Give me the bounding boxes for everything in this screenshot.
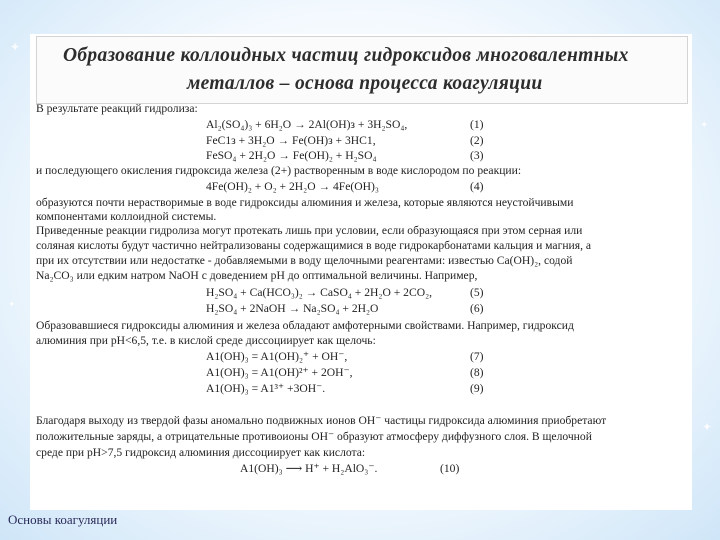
paragraph-text: соляная кислоты будут частично нейтрализованы содержащимися в воде гидрокарбонатами кальция и магния, а bbox=[36, 239, 592, 252]
reaction-equation: H₂SO₄ + 2NaOH → Na₂SO₄ + 2H₂O bbox=[206, 302, 379, 315]
paragraph-text: Приведенные реакции гидролиза могут протекать лишь при условии, если образующаяся при этом серная или bbox=[36, 224, 583, 237]
reaction-equation: Al₂(SO₄)₃ + 6H₂O → 2Al(OH)з + 3H₂SO₄, bbox=[206, 118, 408, 131]
sparkle-icon: ✦ bbox=[10, 40, 21, 54]
title-line-1: Образование коллоидных частиц гидроксидов многовалентных bbox=[63, 45, 629, 66]
equation-number: (2) bbox=[470, 134, 484, 147]
reaction-equation: FeC1з + 3H₂O → Fe(OH)з + 3HC1, bbox=[206, 134, 376, 147]
sparkle-icon: ✦ bbox=[8, 300, 16, 310]
paragraph-text: В результате реакций гидролиза: bbox=[36, 102, 198, 115]
paragraph-text: компонентами коллоидной системы. bbox=[36, 210, 217, 223]
reaction-equation: A1(OH)₃ = A1(OH)²⁺ + 2OH⁻, bbox=[206, 366, 353, 379]
reaction-equation: H₂SO₄ + Ca(HCO₃)₂ → CaSO₄ + 2H₂O + 2CO₂, bbox=[206, 286, 433, 299]
paragraph-text: Благодаря выходу из твердой фазы аномально подвижных ионов OH⁻ частицы гидроксида алюминия приобретают bbox=[36, 414, 607, 427]
title-line-2: металлов – основа процесса коагуляции bbox=[187, 73, 543, 94]
reaction-equation: A1(OH)₃ = A1(OH)₂⁺ + OH⁻, bbox=[206, 350, 348, 363]
reaction-equation: A1(OH)₃ = A1³⁺ +3OH⁻. bbox=[206, 382, 326, 395]
paragraph-text: при их отсутствии или недостатке - добавляемыми в воду щелочными реагентами: известью Ca(OH)₂, содой bbox=[36, 254, 573, 267]
equation-number: (6) bbox=[470, 302, 484, 315]
paragraph-text: и последующего окисления гидроксида железа (2+) растворенным в воде кислородом по реакции: bbox=[36, 164, 522, 177]
equation-number: (1) bbox=[470, 118, 484, 131]
paragraph-text: алюминия при pH<6,5, т.е. в кислой среде диссоциирует как щелочь: bbox=[36, 334, 376, 347]
equation-number: (8) bbox=[470, 366, 484, 379]
equation-number: (4) bbox=[470, 180, 484, 193]
document-slide bbox=[30, 34, 692, 510]
equation-number: (7) bbox=[470, 350, 484, 363]
equation-number: (10) bbox=[440, 462, 460, 475]
reaction-equation: 4Fe(OH)₂ + O₂ + 2H₂O → 4Fe(OH)₃ bbox=[206, 180, 379, 193]
paragraph-text: Na₂CO₃ или едким натром NaOH с доведением pH до оптимальной величины. Например, bbox=[36, 269, 478, 282]
paragraph-text: среде при pH>7,5 гидроксид алюминия диссоциирует как кислота: bbox=[36, 446, 366, 459]
reaction-equation: FeSO₄ + 2H₂O → Fe(OH)₂ + H₂SO₄ bbox=[206, 149, 377, 162]
sparkle-icon: ✦ bbox=[702, 420, 713, 434]
reaction-equation: A1(OH)₃ ⟶ H⁺ + H₂AlO₃⁻. bbox=[240, 462, 378, 475]
paragraph-text: образуются почти нерастворимые в воде гидроксиды алюминия и железа, которые являются неустойчивыми bbox=[36, 196, 574, 209]
footer-caption: Основы коагуляции bbox=[8, 512, 118, 527]
equation-number: (9) bbox=[470, 382, 484, 395]
paragraph-text: положительные заряды, а отрицательные противоионы OH⁻ образуют атмосферу диффузного слоя. В щелочной bbox=[36, 430, 592, 443]
title-box bbox=[36, 36, 688, 104]
equation-number: (3) bbox=[470, 149, 484, 162]
sparkle-icon: ✦ bbox=[700, 120, 709, 131]
equation-number: (5) bbox=[470, 286, 484, 299]
paragraph-text: Образовавшиеся гидроксиды алюминия и железа обладают амфотерными свойствами. Например, гидроксид bbox=[36, 319, 574, 332]
